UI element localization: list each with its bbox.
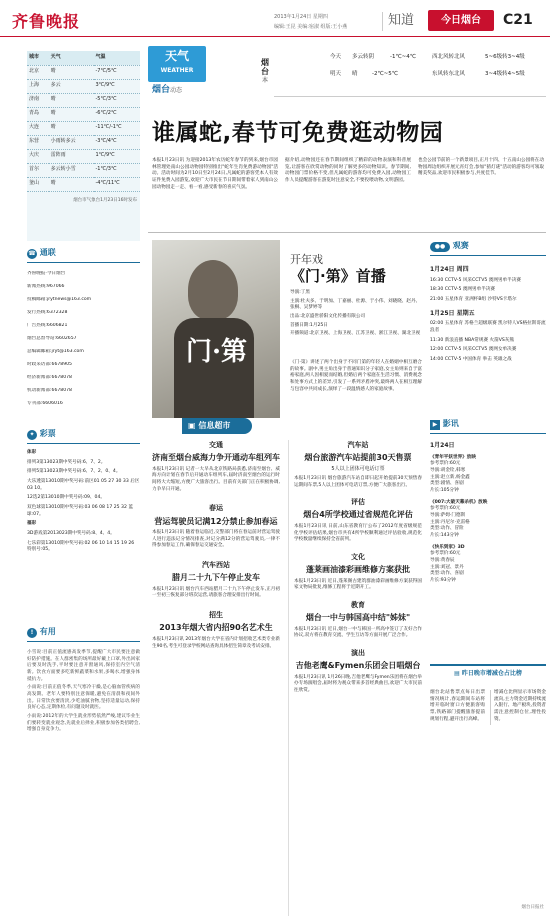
movie-film-3: 《快乐到家》3D (430, 544, 465, 550)
news-tag: 春运 (209, 504, 223, 513)
side-note-text: 增减仓比例显示市场资金流向,主力资金近期持续流入银行、地产板块,投资者需注意控制仓位,理性投资。 (494, 690, 546, 722)
table-row (27, 121, 140, 135)
contact-item: 经济新闻部:6678078 (27, 375, 72, 380)
contact-item: 机动新闻部:6678078 (27, 388, 72, 393)
table-row (27, 149, 140, 163)
tv-meta-line: 导演:丁黑 (290, 290, 310, 295)
lottery-item: 双色球第13010期中奖号码:03 06 08 17 25 32 蓝球:07。 (27, 504, 133, 517)
lottery-list (27, 450, 140, 554)
tomorrow-sky: 晴 (352, 71, 358, 77)
ball-icon: ●● (430, 242, 450, 252)
cell-sky: 晴 (49, 65, 94, 79)
news-tag: 交通 (209, 441, 223, 449)
sports-item: 12:00 CCTV-5 风采CCTV5 澳网女单决赛 (430, 347, 517, 353)
news-title: 腊月二十九下午停止发车 (172, 573, 260, 583)
tomorrow-temp: -2℃~5℃ (372, 71, 398, 77)
lottery-item: 大乐透第13010期中奖号码:前区01 05 27 30 33 后区03 10。 (27, 478, 140, 491)
movie-info: 片长:105分钟 (430, 487, 459, 493)
movie-info: 类型:动作、喜剧 (430, 571, 464, 577)
masthead (0, 0, 550, 42)
weather-logo-cn: 天气 (164, 49, 189, 63)
movie-info: 片长:93分钟 (430, 577, 456, 583)
tv-meta-line: 主演:杜夫多、于明加、丁嘉丽、杜源、于小伟、刘晓晓、赵丹、张桐、吴梦婷等 (290, 298, 421, 311)
sports-item: 11:30 新浪直播 NBA常规赛 火箭VS灰熊 (430, 337, 514, 343)
cell-sky: 小雨转多云 (49, 135, 94, 149)
cell-sky: 晴 (49, 93, 94, 107)
tv-meta-line: 开播频道:北京卫视、上海卫视、江苏卫视、浙江卫视、湖北卫视 (290, 331, 421, 337)
news-title: 烟台4所学校通过省规范化评估 (303, 510, 413, 520)
lead-rule (148, 232, 546, 233)
table-row (27, 107, 140, 121)
weather-city-mark: 本 (261, 77, 268, 84)
cell-sky: 晴 (49, 177, 94, 191)
contact-item: 广告热线:6606821 (27, 323, 68, 328)
useful-box (27, 626, 140, 916)
info-market-heading-text: 信息超市 (198, 421, 231, 430)
news-tag: 评估 (351, 498, 365, 507)
movie-film-2: 《007:大破天幕杀机》放映 (430, 499, 488, 505)
movie-info: 参考票价:60元 (430, 461, 461, 467)
contact-item: 发行热线:6372328 (27, 310, 68, 315)
side-note-text: 烟台北站售票点每日出票情况统计,春运期间车站将增开临时窗口方便旅客购票,铁路部门提醒旅客提前规划行程,避开出行高峰。 (430, 690, 485, 722)
cell-temp: -3℃/4℃ (94, 135, 141, 149)
cell-temp: 1℃/9℃ (94, 149, 141, 163)
weather-source: 烟台市气象台1月23日16时发布 (73, 197, 137, 203)
table-row (27, 177, 140, 191)
lead-paragraph: 据介绍,动物园还在春节期间组织了精彩的动物表演和科普展览,让游客在欣赏动物的同时了解更多的动物知识。春节期间,动物园门票价格不变,但凡属蛇的游客均可免费入园,动物园工作人员提醒游客在游览时注意安全,不要投喂动物,文明游园。 (285, 158, 411, 183)
sports-title-text: 观赛 (452, 241, 469, 250)
sports-item: 14:00 CCTV-5 中国体育 拳击 英雄之战 (430, 356, 512, 362)
useful-title-text: 有用 (39, 627, 56, 636)
cell-temp: -1℃/3℃ (94, 163, 141, 177)
useful-title (27, 626, 140, 642)
tv-series-meta (290, 290, 422, 356)
weather-table-box (27, 51, 140, 241)
news-body: 本报1月23日讯 随着春运临近,交警部门将在春运前对营运驾驶人进行违法记分情况排查,对记分满12分的营运驾驶员,一律不得参加春运工作,确保春运交通安全。 (152, 530, 280, 549)
contact-item: 新闻热线:967066 (27, 284, 65, 289)
cell-city: 济南 (27, 93, 49, 107)
tomorrow-wind-level: 3~4级转4~5级 (485, 71, 525, 77)
cell-temp: -5℃/3℃ (94, 93, 141, 107)
lottery-item: 排列5第13023期中奖号码:6、7、2、0、4。 (27, 469, 121, 475)
news-title: 营运驾驶员记满12分禁止参加春运 (154, 516, 278, 526)
weather-logo-en: WEATHER (160, 67, 194, 74)
weather-city-vertical (260, 58, 270, 85)
lottery-item: 七乐彩第13010期中奖号码:02 06 10 14 15 19 26 特别号:05。 (27, 540, 135, 553)
useful-text (27, 650, 140, 734)
movie-info: 导演:黄春辰 (430, 557, 455, 563)
cart-icon: ▣ (188, 421, 199, 430)
lead-paragraph: 也会公园节前的一个新景项目,正月十四、十五南山公园将在动物园周边组织开展元宵灯会,参加"猜灯谜"活动的游客均可领取精美奖品,欢迎市民积极参与,共度佳节。 (418, 158, 544, 177)
news-body: 本报1月23日讯 记者一大早从北京铁路局获悉,济南至烟台、威海方向计划在春节后开通动车组列车,届时济南至烟台的运行时间将大大缩短,方便广大旅客出行。目前有关部门正在积极协调,力争早日开通。 (152, 466, 280, 492)
tv-series-title: 《门·第》首播 (290, 267, 386, 285)
news-body: 本报1月23日讯 日前,山东省教育厅公布了2012年度省级规范化学校评估结果,烟台市共有4所学校顺利通过评估验收,规范化学校数量继续保持全省前列。 (294, 524, 422, 543)
footer-code: 烟台日报社 (521, 905, 544, 911)
header-city: 城市 (27, 51, 49, 65)
movie-info: 导演:萨姆·门德斯 (430, 512, 466, 518)
sports-title (430, 240, 546, 256)
news-body: 本报1月23日讯 2013年烟台大学在省内计划招收艺术类专业新生90名,考生可登录学校网站查询具体招生简章及考试安排。 (152, 636, 280, 649)
lottery-title (27, 428, 140, 444)
weather-sub2: 动态 (170, 87, 183, 94)
lottery-item: 12选2第13010期中奖号码:09、04。 (27, 495, 105, 501)
tomorrow-label: 明天 (330, 71, 342, 77)
logo: 齐鲁晚报 (12, 12, 81, 31)
cell-sky: 多云转小雪 (49, 163, 94, 177)
cell-city: 釜山 (27, 177, 49, 191)
cell-city: 东营 (27, 135, 49, 149)
lottery-item: 3D游戏第2013023期中奖号码:8、4、4。 (27, 530, 115, 536)
header-sky: 天气 (49, 51, 94, 65)
info-column-left (152, 440, 280, 916)
page-headline: 谁属蛇,春节可免费逛动物园 (152, 120, 444, 146)
movie-info: 主演:刘冠、景丹 (430, 564, 464, 570)
movie-box (430, 418, 546, 658)
cell-city: 上海 (27, 79, 49, 93)
masthead-rule (0, 36, 550, 37)
table-row (27, 93, 140, 107)
cell-city: 大庆 (27, 149, 49, 163)
today-wind-level: 5~6级转3~4级 (485, 54, 525, 60)
news-tag: 汽车西站 (202, 561, 230, 570)
movie-info: 参考票价:60元 (430, 551, 461, 557)
weather-divider (274, 96, 546, 97)
contact-title (27, 247, 140, 263)
contact-item: 总编辑邮箱:jryt@163.com (27, 349, 84, 354)
bulb-icon: ! (27, 628, 37, 638)
today-label: 今天 (330, 54, 342, 60)
movie-film-1: 《青年平妖世界》放映 (430, 454, 476, 460)
news-body: 本报1月23日讯 烟台汽车西站腊月二十九下午停止发车,正月初一至初三恢复部分班次运营,请旅客合理安排出行时间。 (152, 586, 280, 599)
lead-column-3 (418, 158, 544, 218)
poster-title: 门·第 (186, 337, 248, 367)
news-tag: 汽车站 (347, 441, 369, 449)
contact-item: 烟台总督导站:6602657 (27, 336, 77, 341)
tv-series-kicker: 开年戏 (290, 253, 323, 266)
today-wind: 西北风转北风 (432, 54, 466, 60)
table-row (27, 65, 140, 79)
today-sky: 多云转阴 (352, 54, 375, 60)
contact-item: 专刊部:6606016 (27, 401, 63, 406)
weather-table-header (27, 51, 140, 65)
cell-temp: -7℃/5℃ (94, 65, 141, 79)
lottery-item: 排列3第13023期中奖号码:6、7、2。 (27, 459, 106, 465)
news-tag: 招生 (209, 611, 223, 620)
sports-day1: 1月24日 周四 (430, 266, 469, 273)
weather-subtitle (152, 84, 182, 97)
news-title: 2013年烟大省内招90名艺术生 (159, 623, 273, 633)
section-name: 知道 (382, 12, 414, 31)
news-title: 济南至烟台威海力争开通动车组列车 (152, 453, 280, 463)
news-title: 蓬莱画油漆彩画维修方案获批 (306, 565, 410, 575)
contact-item: 时政采访部:6678905 (27, 362, 72, 367)
cell-temp: 3℃/9℃ (94, 79, 141, 93)
sports-item: 02:00 五星体育 苏格兰超级联赛 凯尔特人VS格拉斯哥流浪者 (430, 321, 546, 333)
news-body: 本报1月23日讯 近日,蓬莱阁古建筑群油漆彩画维修方案获得国家文物局批复,维修工程将于近期开工。 (294, 578, 422, 591)
news-tag: 演出 (351, 649, 365, 658)
tv-series-desc (290, 360, 422, 418)
sports-box (430, 240, 546, 408)
tv-meta-line: 出品:北京盛世骄阳文化传播有限公司 (290, 313, 366, 319)
side-note-box (430, 664, 546, 914)
cell-sky: 晴 (49, 107, 94, 121)
sports-day2: 1月25日 星期五 (430, 309, 475, 317)
contact-item: 齐鲁晚报·今日烟台 (27, 271, 66, 276)
useful-paragraph: 小雪说:目前正值流感高发季节,提醒广大市民要注意做好防护措施。在人群密集的场所最好戴上口罩,外出回家后要及时洗手,平时要注意开窗通风,保持室内空气清新。饮食方面要多吃新鲜蔬菜和水果,多喝水,增强身体抵抗力。 (27, 650, 140, 682)
cell-sky: 雷阵雨 (49, 149, 94, 163)
lead-paragraph: 本报1月23日讯 为迎接2013年农历蛇年春节的到来,烟台市园林管理处南山公园动物园特别推出"蛇年生肖免费游动物园"活动。活动时间为2月10日至2月24日,凡属蛇的游客凭本人有效证件免费入园游览,欢迎广大市民在节日期间带着家人到南山公园动物园走一走、看一看,感受新春的喜庆气氛。 (152, 158, 278, 190)
cell-temp: -6℃/2℃ (94, 107, 141, 121)
contact-box (27, 247, 140, 415)
news-body: 本报1月23日讯 烟台旅游汽车站自即日起开始提前30天预售春运期间车票,5人以上团体可电话订票,方便广大旅客出行。 (294, 475, 422, 488)
movie-info: 片长:143分钟 (430, 532, 459, 538)
cell-city: 青岛 (27, 107, 49, 121)
movie-info: 类型:剧情、喜剧 (430, 481, 464, 487)
movie-info: 主演:赵立新,杨金鑫 (430, 474, 470, 480)
sports-item: 16:30 CCTV-5 风采CCTV5 澳网男单半决赛 (430, 277, 521, 283)
weather-city: 烟台 (261, 58, 269, 76)
useful-paragraph: 小雨说:2012年的大学生就业形势依然严峻,建议毕业生们要转变就业观念,先就业后择业,积极参加各类招聘会,增强自身竞争力。 (27, 713, 140, 733)
phone-icon: ☎ (28, 250, 36, 257)
cell-temp: -11℃/-1℃ (94, 121, 141, 135)
movie-info: 导演:胡金铨,韩寒 (430, 468, 466, 473)
table-row (27, 135, 140, 149)
weather-sub: 烟台 (152, 85, 171, 95)
weather-forecast-tomorrow (330, 71, 544, 85)
cell-sky: 多云 (49, 79, 94, 93)
editors: 编辑:王昆 美编:宿淑 组版:王小燕 (274, 24, 348, 30)
tv-series-poster (152, 240, 280, 418)
side-note-right (490, 690, 546, 725)
movie-info: 类型:动作、冒险 (430, 526, 464, 532)
tomorrow-wind: 东风转东北风 (432, 71, 466, 77)
info-column-right (288, 440, 422, 916)
issue-date: 2013年1月24日 星期四 (274, 14, 328, 20)
cell-city: 首尔 (27, 163, 49, 177)
news-body: 本报1月23日讯 近日,烟台一中与韩国一所高中签订了友好合作协议,双方将在教育交流、学生互访等方面开展广泛合作。 (294, 626, 422, 639)
side-note-title (430, 670, 546, 679)
news-title: 吉他老鹰&Fymen乐团会日唱烟台 (295, 661, 421, 671)
section-badge: 今日烟台 (428, 10, 494, 31)
news-title: 烟台一中与韩国高中结"姊妹" (305, 613, 411, 623)
news-body: 本报1月23日讯 1月26日晚,吉他老鹰与Fymen乐团将在烟台举办专场演唱会,届时将为观众带来多首经典曲目,欢迎广大市民前往欣赏。 (294, 674, 422, 694)
news-subtitle: 5人以上团体可电话订票 (331, 465, 385, 472)
side-note-left (430, 690, 485, 725)
tv-desc-text: 《门·第》讲述了两个出身于不同门第的年轻人在婚姻中相互磨合的故事。剧中,男主角出身于普通知识分子家庭,女主角则来自于富裕家庭,两人因相爱而结婚,但婚后两个家庭在生活习惯、消费观念和处事方式上的差异,引发了一系列矛盾冲突,最终两人在相互理解与包容中共同成长,演绎了一段温情感人的家庭故事。 (290, 360, 422, 392)
table-row (27, 79, 140, 93)
movie-date: 1月24日 (430, 442, 455, 449)
movie-info: 主演:丹尼尔·克雷格 (430, 519, 470, 525)
news-title: 烟台旅游汽车站提前30天售票 (304, 453, 412, 463)
film-icon: ▶ (430, 420, 440, 430)
weather-forecast-today (330, 54, 544, 68)
weather-banner (148, 46, 546, 101)
news-tag: 文化 (351, 553, 365, 561)
movie-title (430, 418, 546, 434)
page-number: C21 (503, 12, 533, 28)
lottery-box (27, 428, 140, 608)
movie-info: 参考票价:60元 (430, 506, 461, 512)
lead-column-1 (152, 158, 278, 218)
lottery-item: 福彩 (27, 521, 37, 527)
ticket-icon: ✦ (27, 430, 37, 440)
contact-list (27, 271, 140, 414)
cell-temp: -4℃/11℃ (94, 177, 141, 191)
sports-item: 18:30 CCTV-5 澳网男单半决赛 (430, 287, 495, 293)
contact-title-text: 通联 (39, 248, 56, 257)
cell-city: 大连 (27, 121, 49, 135)
sports-item: 21:00 五星体育 亚洲杯B组 沙特VS卡塔尔 (430, 297, 517, 302)
info-market-heading (182, 418, 252, 434)
useful-paragraph: 小雨说:目前正值冬季,天气寒冷干燥,是心脑血管疾病的高发期。老年人要特别注意保暖,避免在清晨和夜间外出。日常饮食要清淡,少吃油腻食物,坚持适量运动,保持良好心态,定期体检,有问题及时就医。 (27, 685, 140, 711)
side-note-title-text: 昨日晚市增减仓占比榜 (461, 670, 522, 677)
cell-city: 北京 (27, 65, 49, 79)
lottery-item: 体彩 (27, 450, 37, 455)
poster-figure (188, 260, 238, 320)
cell-sky: 晴 (49, 121, 94, 135)
lead-column-2 (285, 158, 411, 218)
tv-meta-line: 首播日期:1月25日 (290, 322, 328, 328)
today-temp: -1℃~4℃ (390, 54, 416, 60)
movie-title-text: 影讯 (442, 419, 459, 428)
table-row (27, 163, 140, 177)
contact-item: 投稿邮箱:jrytnews@163.com (27, 297, 92, 302)
header-temp: 气温 (94, 51, 141, 65)
chart-icon: ▤ (454, 670, 462, 677)
weather-table (27, 51, 140, 192)
news-tag: 教育 (351, 601, 365, 610)
lottery-title-text: 彩票 (39, 429, 56, 438)
weather-logo (148, 46, 206, 82)
